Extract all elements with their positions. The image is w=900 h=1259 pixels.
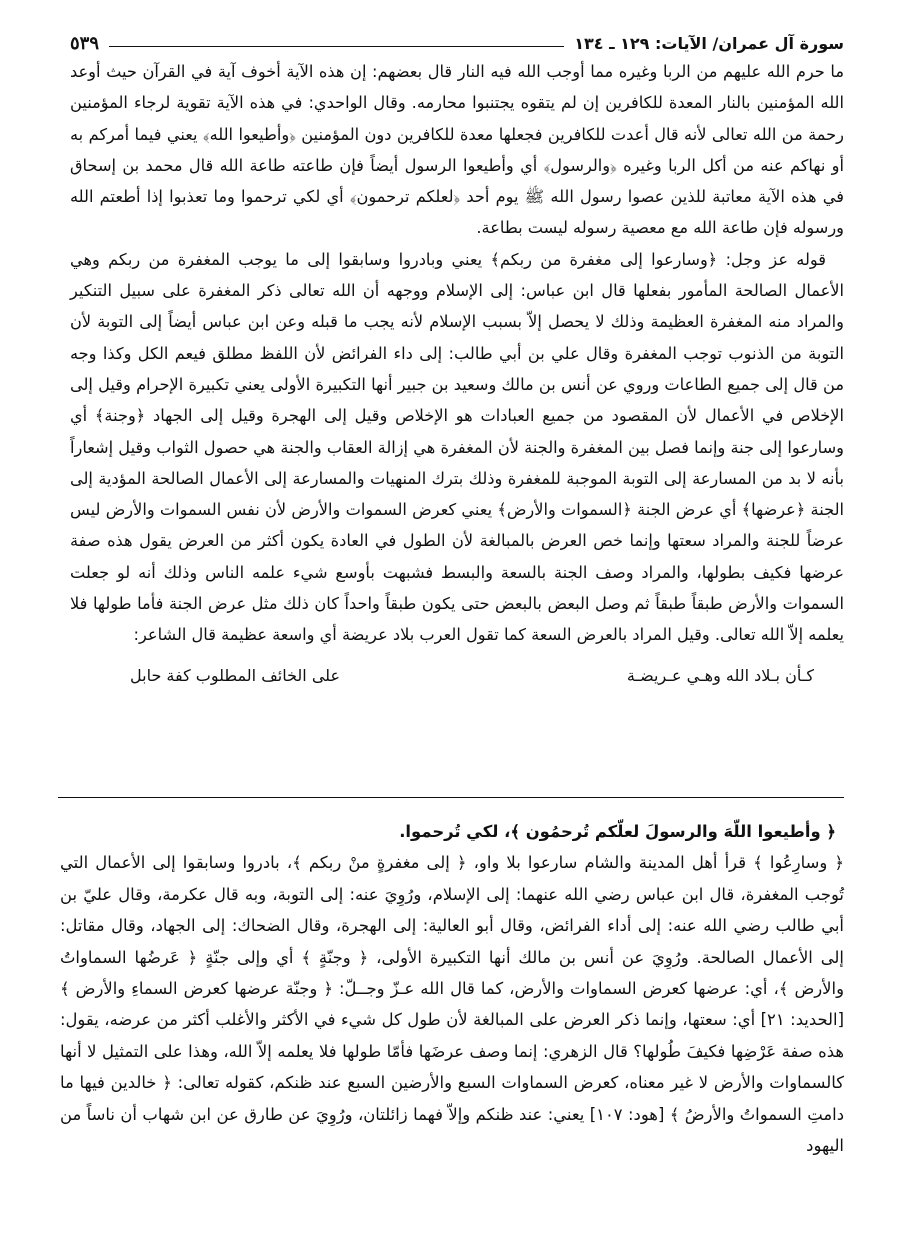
section-divider — [58, 797, 844, 798]
paragraph-1: ما حرم الله عليهم من الربا وغيره مما أوجب الله فيه النار قال بعضهم: إن هذه الآية أخوف آية في القرآن حيث أوعد الله المؤمنين بالنار المعدة للكافرين إن لم يتقوه يجتنبوا محارمه. وقال الواحدي: في هذه الآية تقوية لرجاء المؤمنين رحمة من الله تعالى لأنه قال أعدت للكافرين فجعلها معدة للكافرين دون المؤمنين ﴿وأطيعوا الله﴾ يعني فيما أمركم به أو نهاكم عنه من أكل الربا وغيره ﴿والرسول﴾ أي وأطيعوا الرسول أيضاً فإن طاعته طاعة الله قال محمد بن إسحاق في هذه الآية معاتبة للذين عصوا رسول الله ﷺ يوم أحد ﴿لعلكم ترحمون﴾ أي لكي ترحموا وما تعذبوا إذا أطعتم الله ورسوله فإن طاعة الله مع معصية رسوله ليست بطاعة. — [70, 62, 844, 238]
page-body — [70, 30, 844, 693]
lower-first-line: ﴿ وأطيعوا اللّهَ والرسولَ لعلّكم تُرحمُون ﴾، لكي تُرحموا. — [399, 822, 836, 841]
paragraph-2: قوله عز وجل: ﴿وسارعوا إلى مغفرة من ربكم﴾ يعني وبادروا وسابقوا إلى ما يوجب المغفرة من ربكم وهي الأعمال الصالحة المأمور بفعلها قال ابن عباس: إلى الإسلام ووجهه أن الله تعالى ذكر المغفرة على سبيل التنكير والمراد منه المغفرة العظيمة وذلك لا يحصل إلاّ بسبب الإسلام لأنه يجب ما قبله وعن ابن عباس أيضاً إلى التوبة لأن التوبة من الذنوب توجب المغفرة وقال علي بن أبي طالب: إلى داء الفرائض لأن اللفظ مطلق فيعم الكل وكذا وجه من قال إلى جميع الطاعات وروي عن أنس بن مالك وسعيد بن جبير أنها التكبيرة الأولى يعني تكبيرة الإحرام وقيل إلى الإخلاص في الأعمال لأن المقصود من جميع العبادات هو الإخلاص وقيل إلى الهجرة وقيل إلى الجهاد ﴿وجنة﴾ أي وسارعوا إلى جنة وإنما فصل بين المغفرة والجنة لأن المغفرة هي إزالة العقاب والجنة هي حصول الثواب وقيل إشعاراً بأنه لا بد من المسارعة إلى التوبة الموجبة للمغفرة وذلك بترك المنهيات والمسارعة إلى الأعمال الصالحة المؤدية إلى الجنة ﴿عرضها﴾ أي عرض الجنة ﴿السموات والأرض﴾ يعني كعرض السموات والأرض لأن نفس السموات والأرض ليس عرضاً للجنة والمراد سعتها وإنما خص العرض بالمبالغة لأن الطول في العادة يكون أكثر من العرض يقول هذه صفة عرضها فكيف بطولها، والمراد وصف الجنة بالسعة والبسط فشبهت بأوسع شيء علمه الناس وذلك أنه لو جعلت السموات والأرض طبقاً طبقاً ثم وصل البعض بالبعض حتى يكون طبقاً واحداً كان ذلك مثل عرض الجنة فأما طولها فلا يعلمه إلاّ الله تعالى. وقيل المراد بالعرض السعة كما تقول العرب بلاد عريضة أي واسعة عظيمة قال الشاعر: — [70, 249, 844, 645]
commentary-lower — [60, 816, 844, 1161]
commentary-upper — [70, 56, 844, 651]
running-header — [70, 30, 844, 56]
poem-second-hemistich: على الخائف المطلوب كفة حابل — [130, 666, 341, 686]
poem-first-hemistich: كـأن بـلاد الله وهـي عـريضـة — [626, 666, 814, 686]
poetry-verse — [130, 659, 814, 693]
lower-paragraph: ﴿ وسارِعُوا ﴾ قرأ أهل المدينة والشام سارعوا بلا واو، ﴿ إلى مغفرةٍ منْ ربكم ﴾، بادروا وسابقوا إلى الأعمال التي تُوجب المغفرة، قال ابن عباس رضي الله عنهما: إلى الإسلام، ورُوِيَ عنه: إلى التوبة، وبه قال عكرمة، وقال عليّ بن أبي طالب رضي الله عنه: إلى أداء الفرائض، وقال أبو العالية: إلى الهجرة، وقال الضحاك: إلى الجهاد، وقال مقاتل: إلى الأعمال الصالحة. ورُوِيَ عن أنس بن مالك أنها التكبيرة الأولى، ﴿ وجنّةٍ ﴾ أي وإلى جنّةٍ ﴿ عَرضُها السماواتُ والأرض ﴾، أي: عرضها كعرض السماوات والأرض، كما قال الله عـزّ وجــلّ: ﴿ وجنّة عرضها كعرض السماءِ والأرض ﴾ [الحديد: ٢١] أي: سعتها، وإنما ذكر العرض على المبالغة لأن طول كل شيء في الأكثر والأغلب أكثر من عرضه، يقول: هذه صفة عَرْضِها فكيفَ طُولها؟ قال الزهري: إنما وصف عرضَها فأمّا طولها فلا يعلمه إلاّ الله، وهذا على التمثيل لا أنها كالسماوات والأرض لا غير معناه، كعرض السماوات السبع والأرضين السبع عند ظنكم، كقوله تعالى: ﴿ خالدين فيها ما دامتِ السمواتُ والأرضُ ﴾ [هود: ١٠٧] يعني: عند ظنكم وإلاّ فهما زائلتان، ورُوِيَ عن طارق عن ابن شهاب أن ناساً من اليهود — [60, 853, 844, 1156]
page-number: ٥٣٩ — [70, 32, 100, 54]
surah-title: سورة آل عمران/ الآيات: ١٢٩ ـ ١٣٤ — [574, 33, 844, 53]
header-rule — [109, 46, 564, 47]
